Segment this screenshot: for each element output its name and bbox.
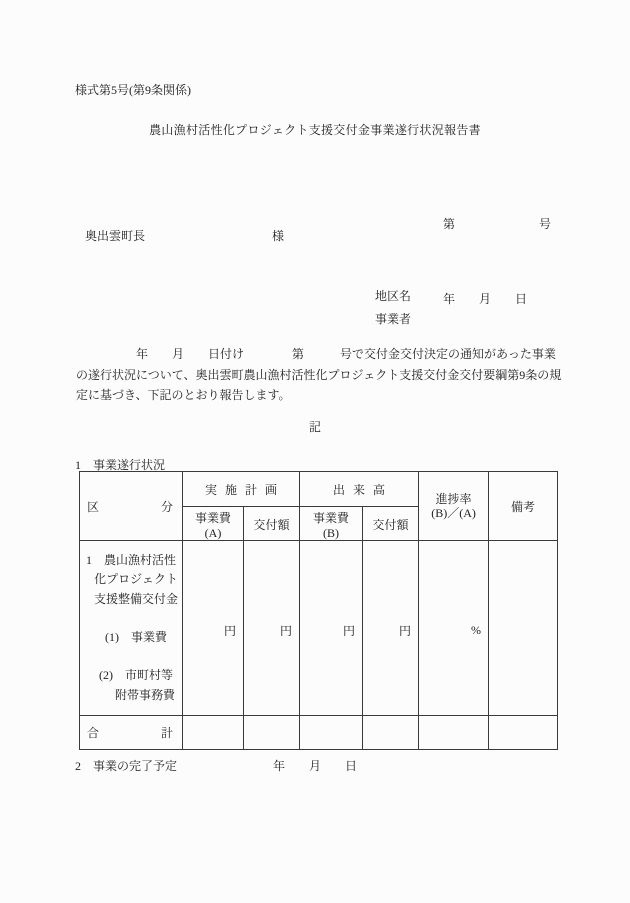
header-done-grant xyxy=(363,507,419,541)
doc-number-block xyxy=(443,162,551,362)
recipient-honorific: 様 xyxy=(272,229,285,243)
category-line-8: 附帯事務費 xyxy=(114,687,175,702)
body-line-3: 定に基づき、下記のとおり報告します。 xyxy=(76,388,291,402)
plan-cost-unit: 円 xyxy=(223,624,236,638)
applicant-block xyxy=(375,285,411,331)
recipient-name: 奥出雲町長 xyxy=(85,229,146,243)
category-line-6 xyxy=(80,647,182,666)
completion-date-line: 2 事業の完了予定 年 月 日 xyxy=(75,759,358,773)
remarks-value-cell xyxy=(489,541,558,716)
total-remarks-cell xyxy=(489,716,558,750)
done-grant-unit: 円 xyxy=(399,624,412,638)
total-plan-cost-cell xyxy=(183,716,244,750)
header-done-cost-line1: 事業費 xyxy=(313,511,350,525)
header-category-left: 区 xyxy=(87,499,100,514)
plan-grant-unit: 円 xyxy=(280,624,293,638)
header-completed-group-label: 出来高 xyxy=(333,482,394,497)
header-progress-rate-line2: (B)／(A) xyxy=(431,506,476,520)
header-plan-group-label: 実施計画 xyxy=(205,482,286,497)
doc-date-line: 年 月 日 xyxy=(443,292,528,306)
total-plan-grant-cell xyxy=(244,716,300,750)
header-category-cell xyxy=(80,472,183,541)
header-completed-group xyxy=(300,472,419,507)
recipient-line xyxy=(85,227,284,244)
progress-rate-value-cell xyxy=(419,541,489,716)
header-category-right: 分 xyxy=(160,499,173,514)
total-done-cost-cell xyxy=(300,716,363,750)
header-remarks: 備考 xyxy=(489,472,558,541)
category-line-7: (2) 市町村等 xyxy=(99,668,173,683)
section1-heading: 1 事業遂行状況 xyxy=(75,458,166,472)
header-plan-grant xyxy=(244,507,300,541)
total-done-grant-cell xyxy=(363,716,419,750)
progress-status-table xyxy=(79,471,558,750)
category-line-1: 1 農山漁村活性 xyxy=(85,553,176,568)
category-line-4 xyxy=(80,609,182,628)
ki-marker: 記 xyxy=(308,420,321,434)
document-title: 農山漁村活性化プロジェクト支援交付金事業遂行状況報告書 xyxy=(149,123,481,137)
header-plan-grant-label: 交付額 xyxy=(253,518,290,533)
body-line-2: の遂行状況について、奥出雲町農山漁村活性化プロジェクト支援交付金交付要綱第9条の規 xyxy=(76,367,562,382)
category-line-3: 支援整備交付金 xyxy=(93,591,178,606)
header-plan-cost-line2: (A) xyxy=(204,525,222,540)
total-label-left: 合 xyxy=(87,726,100,740)
total-progress-rate-cell xyxy=(419,716,489,750)
header-plan-group xyxy=(183,472,300,507)
category-cell xyxy=(80,541,183,716)
done-cost-unit: 円 xyxy=(343,624,356,638)
progress-rate-unit: % xyxy=(471,623,482,637)
done-cost-value-cell xyxy=(300,541,363,716)
header-plan-cost xyxy=(183,507,244,541)
done-grant-value-cell xyxy=(363,541,419,716)
category-line-2: 化プロジェクト xyxy=(94,572,178,587)
body-line-1: 年 月 日付け 第 号で交付金交付決定の通知があった事業 xyxy=(76,347,556,361)
business-operator-label: 事業者 xyxy=(375,312,412,326)
body-paragraph xyxy=(76,344,561,406)
header-done-cost xyxy=(300,507,363,541)
form-number: 様式第5号(第9条関係) xyxy=(75,83,191,97)
district-name-label: 地区名 xyxy=(375,289,412,303)
header-progress-rate-line1: 進捗率 xyxy=(435,491,472,506)
header-done-cost-line2: (B) xyxy=(323,525,340,540)
doc-number-line: 第 号 xyxy=(443,217,552,231)
header-done-grant-label: 交付額 xyxy=(372,518,409,533)
header-plan-cost-line1: 事業費 xyxy=(194,511,231,525)
plan-cost-value-cell xyxy=(183,541,244,716)
header-progress-rate xyxy=(419,472,489,541)
category-line-5: (1) 事業費 xyxy=(105,630,167,644)
total-label-cell xyxy=(80,716,183,750)
plan-grant-value-cell xyxy=(244,541,300,716)
total-label-right: 計 xyxy=(160,726,173,740)
